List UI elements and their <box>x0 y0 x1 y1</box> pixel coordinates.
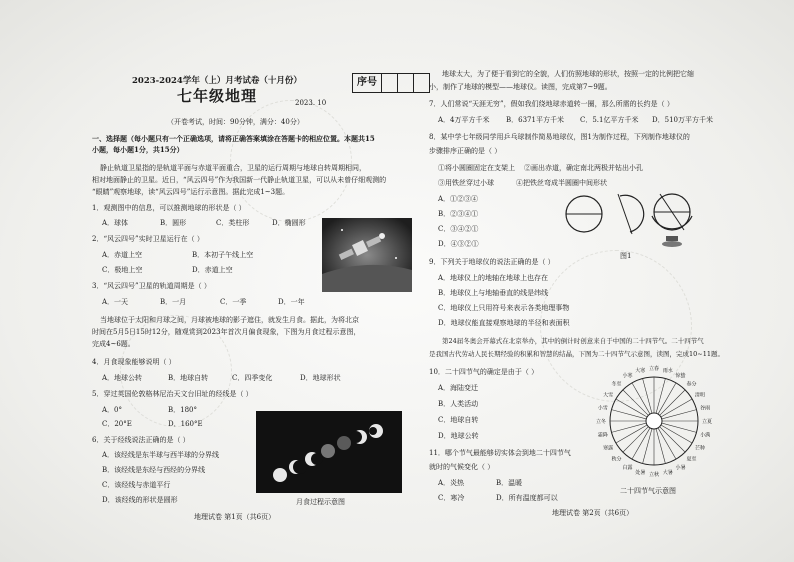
intro-line: 相对地面静止的卫星。近日，“风云四号”作为我国新一代静止轨道卫星，可以从未曾仔细观测的 <box>92 176 387 184</box>
solar-term-label: 小满 <box>700 432 711 439</box>
section-title-2: 小题，每小题1分，共15分） <box>92 145 184 154</box>
solar-term-label: 大暑 <box>662 470 673 477</box>
solar-term-label: 处暑 <box>635 470 646 477</box>
solar-term-label: 秋分 <box>611 456 622 463</box>
solar-spoke <box>623 427 648 452</box>
question-3: 3．“风云四号”卫星的轨道周期是（ ） <box>92 282 211 290</box>
solar-term-label: 寒露 <box>603 445 614 452</box>
q8-option: A．①②③④ <box>438 195 479 203</box>
page-footer-right: 地理试卷 第2页（共6页） <box>552 509 634 517</box>
q7-option: D．510万平方千米 <box>652 116 713 124</box>
q11-option: A．炎热 <box>438 479 465 487</box>
figure-1-label: 图1 <box>620 252 632 260</box>
q6-option: D．该经线的形状是圆形 <box>102 496 178 504</box>
intro3-line: 是我国古代劳动人民长期经验的积累和智慧的结晶，下图为二十四节气示意图，读图，完成10~11题。 <box>429 350 724 358</box>
section-title: 一、选择题（每小题只有一个正确选项，请将正确答案填涂在答题卡的相应位置。本题共15 <box>92 134 375 143</box>
q10-option: D．地球公转 <box>438 432 479 440</box>
solar-spoke <box>662 410 697 419</box>
q6-option: C．该经线与赤道平行 <box>102 481 171 489</box>
solar-spoke <box>616 425 647 443</box>
question-2: 2．“风云四号”实时卫星运行在（ ） <box>92 235 204 243</box>
solar-term-label: 冬至 <box>611 381 622 388</box>
solar-term-label: 霜降 <box>597 432 608 439</box>
solar-spoke <box>656 429 665 464</box>
q11-option: D．所有温度都可以 <box>496 494 558 502</box>
exam-title-line: 2023-2024学年（上）月考试卷（十月份） <box>132 76 302 86</box>
eclipse-caption: 月食过程示意图 <box>296 498 345 506</box>
question-1: 1．观测图中的信息，可以推测地球的形状是（ ） <box>92 204 246 212</box>
intro2-line: 时间在5月5日15时12分，随观赏到2023年首次月偏食现象，下图为月食过程示意图， <box>92 328 361 336</box>
right-column <box>424 0 724 562</box>
solar-spoke <box>616 399 647 417</box>
q10-option: A．海陆变迁 <box>438 384 479 392</box>
solar-term-label: 清明 <box>694 392 705 399</box>
q2-option: D．赤道上空 <box>192 266 233 274</box>
q11-option: C．寒冷 <box>438 494 465 502</box>
q3-option: D．一年 <box>278 298 305 306</box>
solar-term-label: 立春 <box>648 366 660 372</box>
solar-spoke <box>662 423 697 432</box>
sequence-cell[interactable] <box>382 74 398 92</box>
solar-spoke <box>656 378 665 413</box>
right-intro-line: 小，制作了地球的模型——地球仪。读图，完成第7~9题。 <box>429 83 612 91</box>
q8-step: ①将小圆圈固定在支架上 <box>438 164 515 172</box>
question-8: 步骤排序正确的是（ ） <box>429 147 502 155</box>
q3-option: A．一天 <box>102 298 129 306</box>
q7-option: B．6371平方千米 <box>506 116 564 124</box>
q8-option: B．②③④① <box>438 210 479 218</box>
subject-title: 七年级地理 <box>177 87 258 105</box>
q3-option: B．一月 <box>160 298 187 306</box>
solar-term-label: 立冬 <box>595 419 607 425</box>
question-11: 11．哪个节气最能够切实体会到地二十四节气 <box>429 449 571 457</box>
q9-option: A．地球仪上的地轴在地球上也存在 <box>438 274 549 282</box>
solar-terms-caption: 二十四节气示意图 <box>620 487 676 495</box>
question-7: 7．人们常说“天涯无穷”，假如我们绕地球赤道转一圈，那么所需的长约是（ ） <box>429 100 674 108</box>
q2-option: A．赤道上空 <box>102 251 143 259</box>
q8-step: ④把铁丝弯成半圆圈中间形状 <box>516 179 607 187</box>
solar-terms-diagram <box>592 358 716 484</box>
q6-option: B．该经线是东经与西经的分界线 <box>102 466 206 474</box>
intro2-line: 当地球位于太阳和月球之间，月球被地球的影子遮住，就发生月食。据此，为将北京 <box>100 316 359 324</box>
q9-option: D．地球仪能直接观察地球的半径和表面积 <box>438 319 570 327</box>
eclipse-photo <box>256 411 402 493</box>
solar-spoke <box>632 383 650 414</box>
q5-option: C．20°E <box>102 420 132 428</box>
solar-spoke <box>623 390 648 415</box>
intro2-line: 完成4~6题。 <box>92 340 135 348</box>
solar-spoke <box>632 428 650 459</box>
solar-spoke <box>661 399 692 417</box>
solar-spoke <box>611 423 646 432</box>
right-intro-line: 地球太大，为了便于看到它的全貌，人们仿照地球的形状，按照一定的比例把它缩 <box>442 70 694 78</box>
solar-term-label: 雨水 <box>662 367 673 374</box>
solar-term-label: 春分 <box>686 381 697 388</box>
solar-spoke <box>643 429 652 464</box>
q7-option: C．5.1亿平方千米 <box>580 116 639 124</box>
q10-option: C．地球自转 <box>438 416 479 424</box>
solar-spoke <box>660 390 685 415</box>
solar-term-label: 谷雨 <box>700 405 711 412</box>
q1-option: C．类柱形 <box>216 219 250 227</box>
exam-instructions: （开卷考试，时间：90分钟，满分：40分） <box>167 118 304 126</box>
solar-term-label: 夏至 <box>686 456 697 463</box>
solar-spoke <box>658 428 676 459</box>
q8-option: D．④③②① <box>438 240 479 248</box>
solar-term-label: 小暑 <box>675 464 686 471</box>
solar-spoke <box>643 378 652 413</box>
solar-term-label: 立夏 <box>701 419 713 425</box>
solar-spoke <box>660 427 685 452</box>
q8-option: C．③④②① <box>438 225 479 233</box>
sequence-number-box <box>352 73 430 93</box>
sequence-cell[interactable] <box>398 74 414 92</box>
solar-term-label: 大雪 <box>603 392 614 399</box>
q8-step: ②画出赤道，确定南北两极并钻出小孔 <box>524 164 643 172</box>
question-4: 4．月食现象能够说明（ ） <box>92 358 176 366</box>
question-8: 8．某中学七年级同学用乒乓球制作简易地球仪，图1为制作过程，下列制作地球仪的 <box>429 133 690 141</box>
q2-option: B．本初子午线上空 <box>192 251 254 259</box>
intro-line: “眼睛”观察地球，读“风云四号”运行示意图。据此完成1~3题。 <box>92 188 290 196</box>
q4-option: B．地球自转 <box>168 374 209 382</box>
solar-term-label: 小雪 <box>597 405 608 412</box>
q5-option: D．160°E <box>168 420 203 428</box>
q7-option: A．4万平方千米 <box>438 116 490 124</box>
solar-term-label: 芒种 <box>694 445 705 452</box>
solar-term-label: 惊蛰 <box>675 373 686 380</box>
intro3-line: 第24届冬奥会开幕式在北京举办，其中的倒计时创意来自于中国的二十四节气。二十四节气 <box>442 337 704 345</box>
question-9: 9．下列关于地球仪的说法正确的是（ ） <box>429 258 555 266</box>
q10-option: B．人类活动 <box>438 400 479 408</box>
sequence-label: 序号 <box>353 74 382 92</box>
q5-option: B．180° <box>168 406 198 414</box>
solar-term-label: 白露 <box>622 464 633 471</box>
solar-spoke <box>611 410 646 419</box>
question-6: 6．关于经线说法正确的是（ ） <box>92 436 190 444</box>
q4-option: C．四季变化 <box>232 374 273 382</box>
q6-option: A．该经线是东半球与西半球的分界线 <box>102 451 220 459</box>
question-10: 10．二十四节气的确定是由于（ ） <box>429 368 539 376</box>
q9-option: B．地球仪上与地轴垂直的线是纬线 <box>438 289 549 297</box>
q5-option: A．0° <box>102 406 123 414</box>
q11-option: B．温暖 <box>496 479 523 487</box>
solar-spoke <box>661 425 692 443</box>
solar-term-label: 小寒 <box>622 373 633 380</box>
q1-option: A．球体 <box>102 219 129 227</box>
question-11: 就时的气候变化（ ） <box>429 463 495 471</box>
page-footer-left: 地理试卷 第1页（共6页） <box>194 513 276 521</box>
q1-option: B．圆形 <box>160 219 187 227</box>
q3-option: C．一季 <box>220 298 247 306</box>
solar-spoke <box>658 383 676 414</box>
q2-option: C．极地上空 <box>102 266 143 274</box>
question-5: 5．穿过英国伦敦格林尼治天文台旧址的经线是（ ） <box>92 390 253 398</box>
q4-option: D．地球形状 <box>300 374 341 382</box>
q4-option: A．地球公转 <box>102 374 143 382</box>
globe-steps-figure <box>560 186 710 252</box>
solar-term-label: 大寒 <box>635 367 646 374</box>
q8-step: ③用铁丝穿过小球 <box>438 179 494 187</box>
intro-line: 静止轨道卫星指的是轨道平面与赤道平面重合，卫星的运行周期与地球自转周期相同， <box>100 164 366 172</box>
q1-option: D．椭圆形 <box>272 219 306 227</box>
solar-term-label: 立秋 <box>648 472 660 478</box>
satellite-photo <box>322 218 412 292</box>
exam-date: 2023. 10 <box>295 99 327 107</box>
q9-option: C．地球仪上只用符号来表示各类地理事物 <box>438 304 570 312</box>
